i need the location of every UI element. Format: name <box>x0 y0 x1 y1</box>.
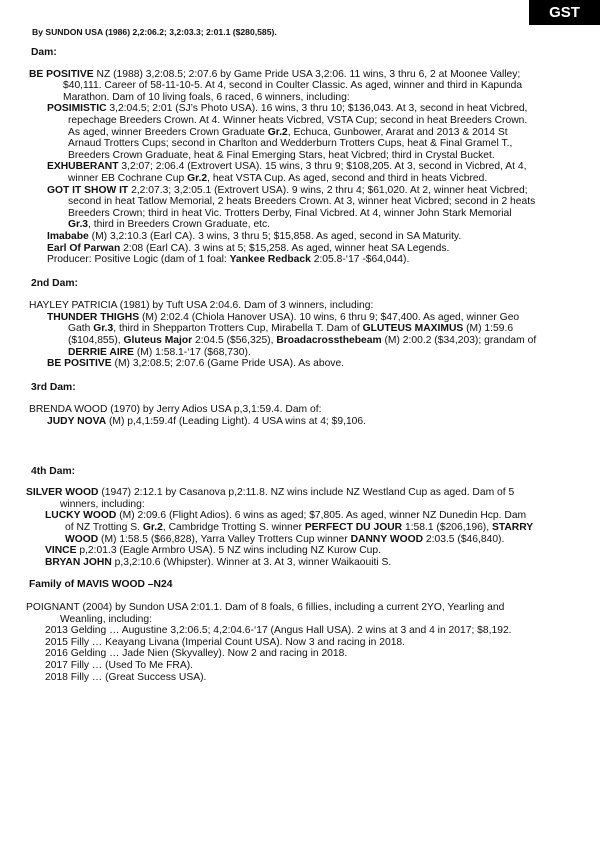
text: Producer: Positive Logic (dam of 1 foal: <box>47 254 230 266</box>
horse-name: DERRIE AIRE <box>68 346 134 358</box>
horse-name: BRYAN JOHN <box>45 556 112 568</box>
text: 2,2:07.3; 3,2:05.1 (Extrovert USA). 9 wins, 2 thru 4; $61,020. At 2, winner heat Vicbred; second in heat Tatlow Memorial, 2 heats Breeders Crown. At 3, winner heat Vicbred; second in 2 heats Breeders Crown; third in heat Vic. Trotters Derby, Final Vicbred. At 4, winner John Stark Memorial <box>68 184 536 219</box>
horse-name: DANNY WOOD <box>350 533 424 545</box>
foal-item: 2018 Filly … (Great Success USA). <box>45 671 207 683</box>
foal-item: 2015 Filly … Keayang Livana (Imperial Count USA). Now 3 and racing in 2018. <box>45 636 406 648</box>
horse-name: LUCKY WOOD <box>45 510 117 522</box>
horse-name: Earl Of Parwan <box>47 242 121 254</box>
group-grade: Gr.2 <box>187 172 208 184</box>
text: , Cambridge Trotting S. winner <box>162 522 305 533</box>
text: , third in Shepparton Trotters Cup, Mirabella T. Dam of <box>113 323 363 335</box>
text: , Echuca, Gunbower, Ararat and 2013 & 2014 St Arnaud Trotters Cups; second in Charlton and Wedderburn Trotters Cups, heat & Final Gramel T., Breeders Crown Graduate, heat & Final Emerging Stars, heat Vicbred; third in Crystal Bucket. <box>68 126 513 161</box>
horse-name: STARRY WOOD <box>65 522 533 545</box>
gst-badge: GST <box>529 0 600 25</box>
dam-heading: Dam: <box>31 47 57 58</box>
text: 2:04.5 ($56,325), <box>192 335 277 347</box>
horse-name: BE POSITIVE <box>47 358 112 370</box>
text: 3,2:07; 2:06.4 (Extrovert USA). 15 wins, 3 thru 9; $108,205. At 3, second in Vicbred, At 4, winner EB Cochrane Cup <box>68 161 527 184</box>
horse-name: PERFECT DU JOUR <box>304 522 403 533</box>
horse-name: EXHUBERANT <box>47 161 119 173</box>
horse-name: POSIMISTIC <box>47 103 107 115</box>
second-dam-line: HAYLEY PATRICIA (1981) by Tuft USA 2:04.6. Dam of 3 winners, including: <box>29 300 374 312</box>
progeny-posimistic <box>47 103 537 161</box>
producer-line <box>47 254 600 266</box>
horse-name: THUNDER THIGHS <box>47 311 140 323</box>
progeny-exhuberant <box>47 161 537 184</box>
family-dam-paragraph: POIGNANT (2004) by Sundon USA 2:01.1. Dam of 8 foals, 6 fillies, including a current 2YO, Yearling and Weanling, including: <box>26 601 505 625</box>
text: (M) 1:58.5 ($66,828), Yarra Valley Trotters Cup winner <box>98 533 351 545</box>
pedigree-document <box>0 47 600 683</box>
progeny-bryan-john <box>45 557 600 569</box>
horse-name: Broadacrossthebeam <box>276 335 382 347</box>
horse-name: SILVER WOOD <box>26 487 99 499</box>
dam-paragraph <box>29 69 537 104</box>
horse-name: Gluteus Major <box>123 335 193 347</box>
fourth-dam-paragraph <box>26 487 537 510</box>
text: (M) p,4,1:59.4f (Leading Light). 4 USA wins at 4; $9,106. <box>106 416 367 428</box>
group-grade: Gr.3 <box>93 323 114 335</box>
text: (1947) 2:12.1 by Casanova p,2:11.8. NZ wins include NZ Westland Cup as aged. Dam of 5 winners, including: <box>60 487 515 510</box>
horse-name: Imababe <box>47 230 89 242</box>
group-grade: Gr.2 <box>267 126 288 138</box>
text: (M) 2:09.6 (Flight Adios). 6 wins as aged; $7,805. As aged, winner NZ Dunedin Hcp. Dam of NZ Trotting S. <box>65 510 527 533</box>
text: (M) 1:59.6 ($104,855), <box>68 323 514 347</box>
third-dam-line: BRENDA WOOD (1970) by Jerry Adios USA p,3,1:59.4. Dam of: <box>29 404 322 416</box>
text: (M) 2:02.4 (Chiola Hanover USA). 10 wins, 6 thru 9; $47,400. As aged, winner Geo Gath <box>68 311 520 335</box>
group-grade: Gr.2 <box>142 522 163 533</box>
progeny-thunder-thighs <box>47 312 537 358</box>
text: (M) 3,2:08.5; 2:07.6 (Game Pride USA). As above. <box>111 358 345 370</box>
text: (M) 1:58.1-‘17 ($68,730). <box>134 346 251 358</box>
text: (M) 2:00.2 ($34,203); grandam of <box>381 335 537 347</box>
progeny-imababe <box>47 231 600 243</box>
horse-name: BE POSITIVE <box>29 68 94 80</box>
progeny-vince <box>45 545 600 557</box>
sire-line: By SUNDON USA (1986) 2,2:06.2; 3,2:03.3; 2:01.1 ($280,585). <box>32 27 277 37</box>
foal-item: 2013 Gelding … Augustine 3,2:06.5; 4,2:04.6-‘17 (Angus Hall USA). 2 wins at 3 and 4 in 2017; $8,192. <box>45 625 512 637</box>
horse-name: Yankee Redback <box>229 254 311 266</box>
text: , heat VSTA Cup. As aged, second and third in heats Vicbred. <box>207 172 488 184</box>
second-dam-heading: 2nd Dam: <box>31 277 78 289</box>
fourth-dam-heading: 4th Dam: <box>31 465 76 477</box>
horse-name: VINCE <box>45 545 77 557</box>
family-heading: Family of MAVIS WOOD –N24 <box>29 579 173 591</box>
progeny-judy-nova <box>47 416 600 428</box>
text: 2:03.5 ($46,840). <box>423 533 505 545</box>
horse-name: GLUTEUS MAXIMUS <box>362 323 464 335</box>
text: 3,2:04.5; 2:01 (SJ’s Photo USA). 16 wins, 3 thru 10; $136,043. At 3, second in heat Vicbred, repechage Breeders Crown. At 4. Winner heats Vicbred, VSTA Cup; second in heat Breeders Crown. As aged, winner Breeders Crown Graduate <box>68 103 528 138</box>
dam-text: NZ (1988) 3,2:08.5; 2:07.6 by Game Pride USA 3,2:06. 11 wins, 3 thru 6, 2 at Moonee Valley; $40,111. Career of 58-11-10-5. At 4, second in Coulter Classic. As aged, winner and third in Kapunda Marathon. Dam of 10 living foals, 6 raced, 6 winners, including: <box>63 68 523 103</box>
text: 2:05.8-‘17 -$64,044). <box>310 254 410 266</box>
text: (M) 3,2:10.3 (Earl CA). 3 wins, 3 thru 5; $15,858. As aged, second in SA Maturity. <box>88 230 462 242</box>
text: 1:58.1 ($206,196), <box>402 522 492 533</box>
progeny-lucky-wood <box>45 510 537 545</box>
foal-item: 2016 Gelding … Jade Nien (Skyvalley). Now 2 and racing in 2018. <box>45 648 348 660</box>
text: 2:08 (Earl CA). 3 wins at 5; $15,258. As aged, winner heat SA Legends. <box>120 242 450 254</box>
horse-name: GOT IT SHOW IT <box>47 184 129 196</box>
text: , third in Breeders Crown Graduate, etc. <box>88 219 271 231</box>
progeny-got-it-show-it <box>47 185 537 231</box>
third-dam-heading: 3rd Dam: <box>31 381 76 393</box>
group-grade: Gr.3 <box>68 219 89 231</box>
foal-item: 2017 Filly … (Used To Me FRA). <box>45 659 194 671</box>
progeny-earl-of-parwan <box>47 243 600 255</box>
progeny-be-positive <box>47 358 600 370</box>
text: p,3,2:10.6 (Whipster). Winner at 3. At 3, winner Waikaouiti S. <box>111 556 392 568</box>
horse-name: JUDY NOVA <box>47 416 107 428</box>
text: p,2:01.3 (Eagle Armbro USA). 5 NZ wins including NZ Kurow Cup. <box>76 545 381 557</box>
